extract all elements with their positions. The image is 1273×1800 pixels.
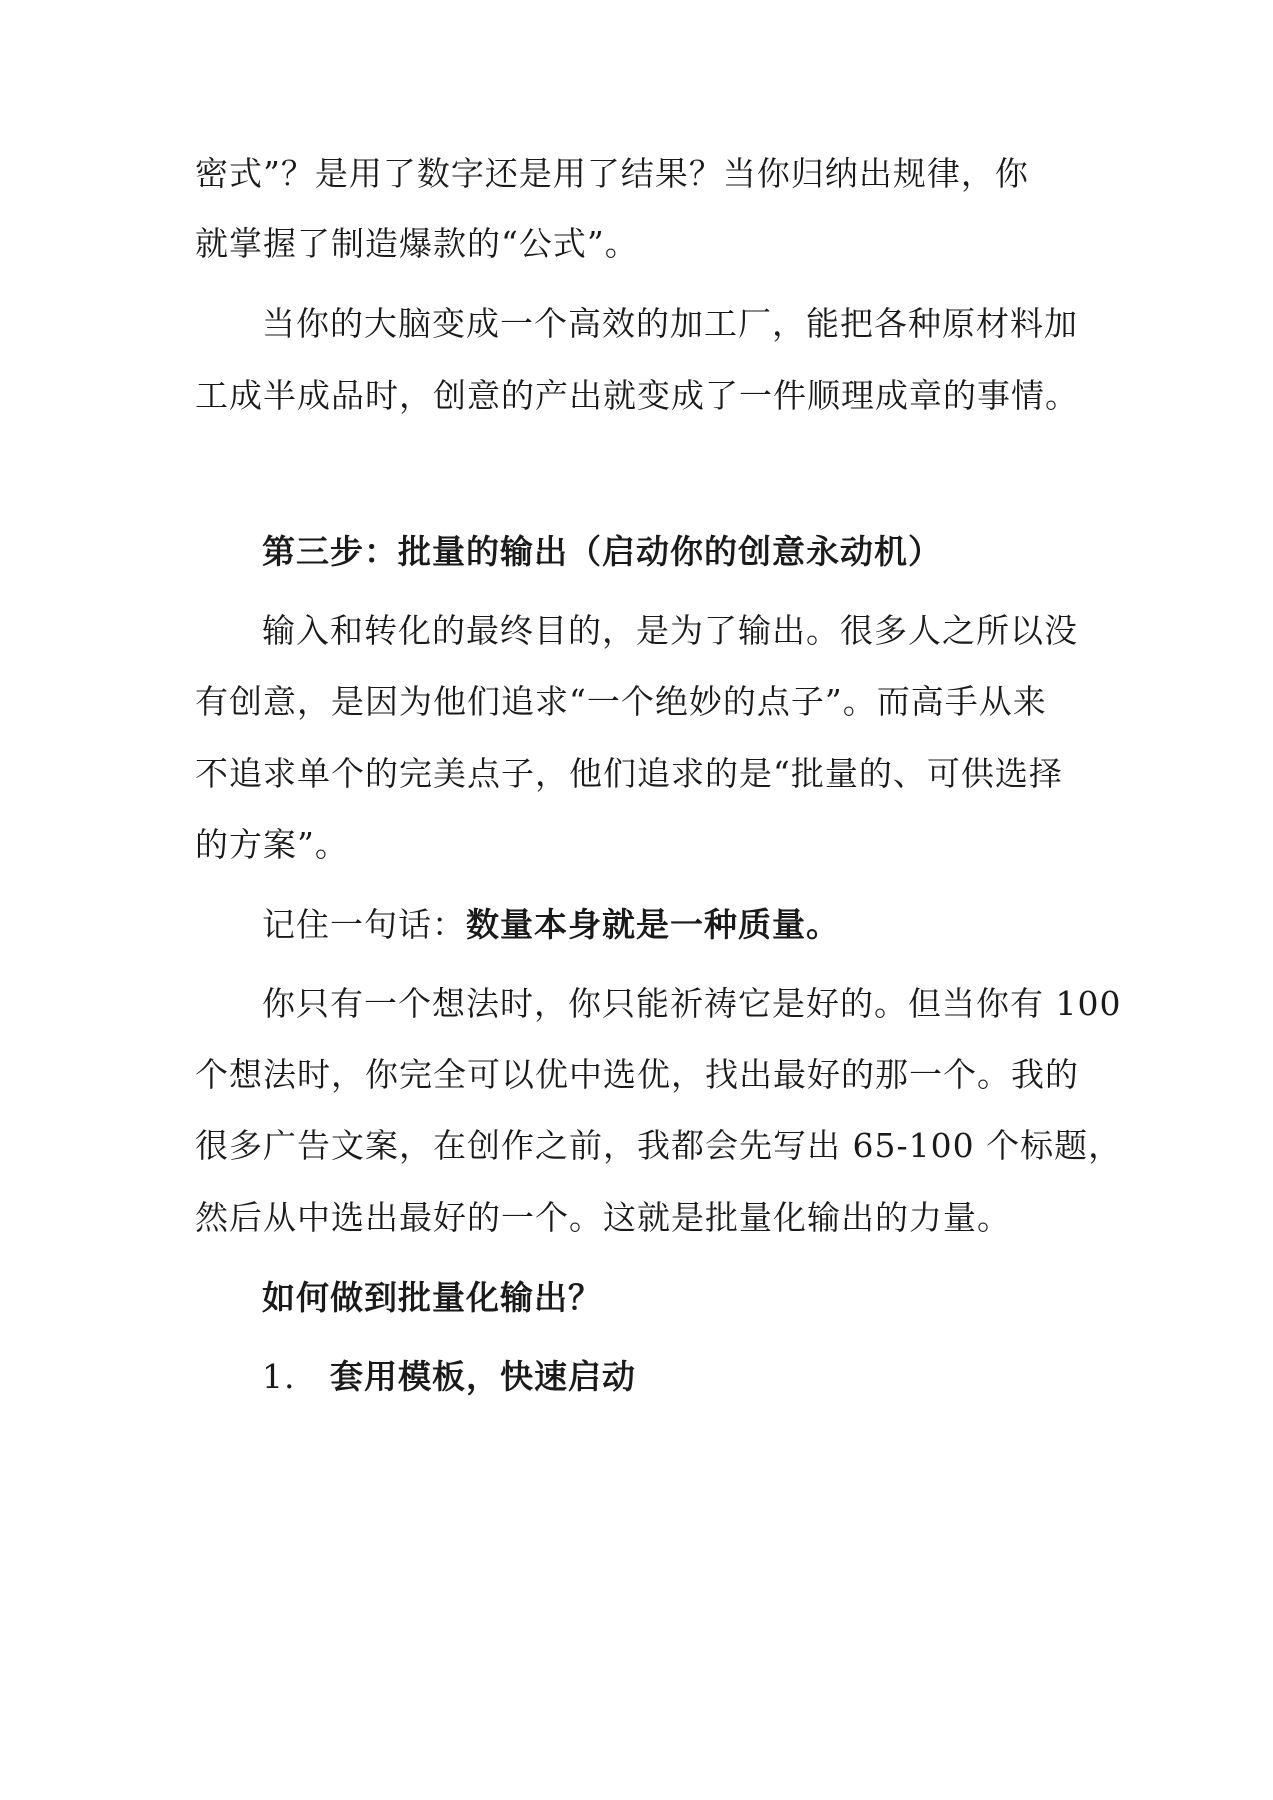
paragraph-line: 就掌握了制造爆款的“公式”。 bbox=[195, 224, 639, 263]
paragraph-line: 工成半成品时，创意的产出就变成了一件顺理成章的事情。 bbox=[195, 376, 1079, 415]
paragraph-line: 当你的大脑变成一个高效的加工厂，能把各种原材料加 bbox=[262, 304, 1078, 343]
paragraph-line: 很多广告文案，在创作之前，我都会先写出 65-100 个标题， bbox=[195, 1126, 1123, 1165]
paragraph-line: 密式”？是用了数字还是用了结果？当你归纳出规律，你 bbox=[195, 154, 1029, 193]
paragraph-line: 的方案”。 bbox=[195, 825, 349, 864]
paragraph-line: 个想法时，你完全可以优中选优，找出最好的那一个。我的 bbox=[195, 1055, 1079, 1094]
paragraph-line: 有创意，是因为他们追求“一个绝妙的点子”。而高手从来 bbox=[195, 682, 1047, 721]
list-item-text: 套用模板，快速启动 bbox=[330, 1357, 636, 1396]
paragraph-line: 不追求单个的完美点子，他们追求的是“批量的、可供选择 bbox=[195, 754, 1063, 793]
key-sentence-emphasis: 数量本身就是一种质量。 bbox=[466, 905, 840, 944]
list-item-number: 1. bbox=[262, 1357, 296, 1396]
section-heading: 第三步：批量的输出（启动你的创意永动机） bbox=[262, 532, 942, 571]
paragraph-line: 你只有一个想法时，你只能祈祷它是好的。但当你有 100 bbox=[262, 984, 1122, 1023]
key-sentence-lead: 记住一句话： bbox=[262, 905, 466, 944]
list-item bbox=[262, 1355, 636, 1399]
key-sentence bbox=[262, 903, 840, 947]
subheading: 如何做到批量化输出？ bbox=[262, 1278, 602, 1317]
paragraph-line: 然后从中选出最好的一个。这就是批量化输出的力量。 bbox=[195, 1198, 1011, 1237]
paragraph-line: 输入和转化的最终目的，是为了输出。很多人之所以没 bbox=[262, 611, 1078, 650]
